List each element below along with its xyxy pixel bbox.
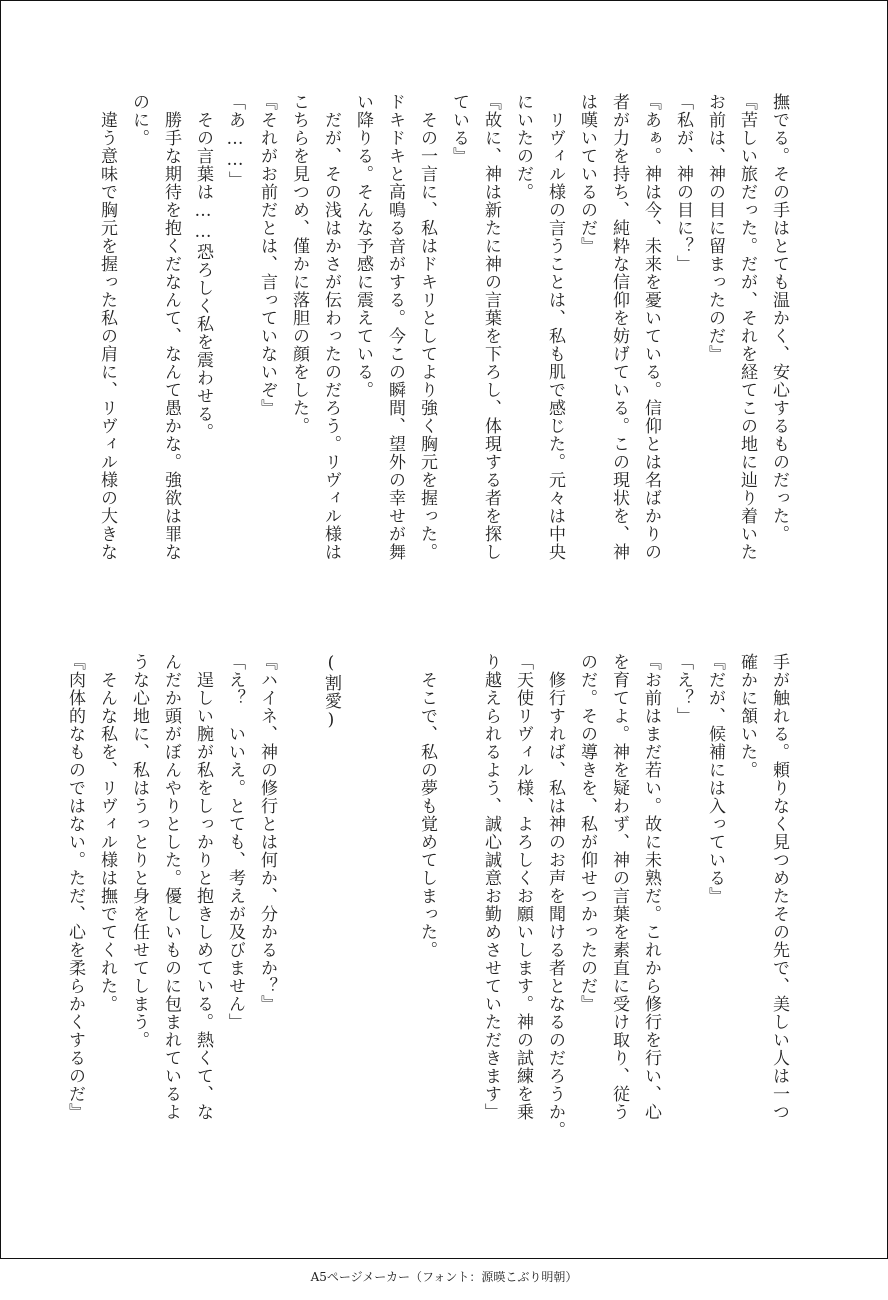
footer-caption: A5ページメーカー（フォント：源暎こぶり明朝） (310, 1270, 578, 1284)
lower-text-block: 手が触れる。頼りなく見つめたその先で、美しい人は一つ 確かに頷いた。 『だが、候補には入っている』 「え？」 『お前はまだ若い。故に未熟だ。これから修行を行い、心 を育てよ。神を疑わず、神の言葉を素直に受け取り、従う のだ。その導きを、私が仰せつかったのだ』 修行すれば、私は神のお声を聞ける者となるのだろうか。 「天使リヴィル様、よろしくお願いします。神の試練を乗 り越えられるよう、誠心誠意お勤めさせていただきます」 そこで、私の夢も覚めてしまった。 (割愛) 『ハイネ、神の修行とは何か、分かるか？』 「え？ いいえ。とても、考えが及びません」 逞しい腕が私をしっかりと抱きしめている。熱くて、な んだか頭がぼんやりとした。優しいものに包まれているよ うな心地に、私はうっとりと身を任せてしまう。 そんな私を、リヴィル様は撫でてくれた。 『肉体的なものではない。ただ、心を柔らかくするのだ』 (65, 653, 789, 1139)
upper-text-block: 撫でる。その手はとても温かく、安心するものだった。 『苦しい旅だった。だが、それを経てこの地に辿り着いた お前は、神の目に留まったのだ』 「私が、神の目に？」 『あぁ。神は今、未来を憂いている。信仰とは名ばかりの 者が力を持ち、純粋な信仰を妨げている。この現状を、神 は嘆いているのだ』 リヴィル様の言うことは、私も肌で感じた。元々は中央 にいたのだ。 『故に、神は新たに神の言葉を下ろし、体現する者を探し ている』 その一言に、私はドキリとしてより強く胸元を握った。 ドキドキと高鳴る音がする。今この瞬間、望外の幸せが舞 い降りる。そんな予感に震えている。 だが、その浅はかさが伝わったのだろう。リヴィル様は こちらを見つめ、僅かに落胆の顔をした。 『それがお前だとは、言っていないぞ』 「あ……」 その言葉は……恐ろしく私を震わせる。 勝手な期待を抱くだなんて、なんて愚かな。強欲は罪な のに。 違う意味で胸元を握った私の肩に、リヴィル様の大きな (97, 93, 789, 561)
